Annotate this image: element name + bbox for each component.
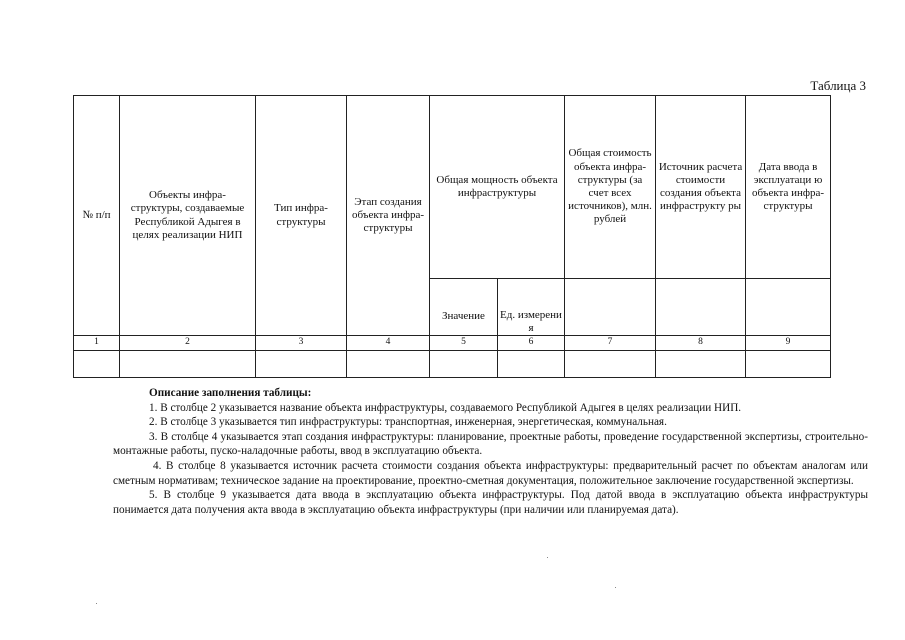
column-number: 9 bbox=[746, 336, 831, 351]
table-cell bbox=[565, 351, 656, 378]
scan-speck bbox=[96, 603, 97, 604]
description-item: 2. В столбце 3 указывается тип инфраструктуры: транспортная, инженерная, энергетическая, коммунальная. bbox=[149, 416, 667, 429]
description-block bbox=[113, 386, 868, 517]
column-number: 3 bbox=[256, 336, 347, 351]
column-number: 2 bbox=[120, 336, 256, 351]
table-cell bbox=[74, 351, 120, 378]
subheader-cell-9 bbox=[746, 279, 831, 336]
subheader-cell-8 bbox=[656, 279, 746, 336]
empty-data-row bbox=[74, 351, 831, 378]
description-item: 5. В столбце 9 указывается дата ввода в эксплуатацию объекта инфраструктуры. Под датой ввода в эксплуатацию объекта инфраструктуры понимается дата получения акта ввода в эксплуатацию объекта инфраструктуры (при наличии или планируемая дата). bbox=[113, 489, 868, 516]
subheader-cell-7 bbox=[565, 279, 656, 336]
header-capacity-value: Значение bbox=[430, 279, 498, 336]
header-capacity: Общая мощность объекта инфраструктуры bbox=[430, 96, 565, 279]
description-title: Описание заполнения таблицы: bbox=[149, 387, 312, 399]
scan-speck bbox=[615, 587, 616, 588]
header-stage: Этап создания объекта инфра- структуры bbox=[347, 96, 430, 336]
table-cell bbox=[656, 351, 746, 378]
column-number: 4 bbox=[347, 336, 430, 351]
scan-speck bbox=[547, 557, 548, 558]
column-number-row bbox=[74, 336, 831, 351]
table-cell bbox=[120, 351, 256, 378]
table-cell bbox=[746, 351, 831, 378]
table-cell bbox=[498, 351, 565, 378]
header-date: Дата ввода в эксплуатаци ю объекта инфра- структуры bbox=[746, 96, 831, 279]
column-number: 6 bbox=[498, 336, 565, 351]
header-num: № п/п bbox=[74, 96, 120, 336]
column-number: 8 bbox=[656, 336, 746, 351]
table-cell bbox=[430, 351, 498, 378]
description-item: 4. В столбце 8 указывается источник расчета стоимости создания объекта инфраструктуры: предварительный расчет по объектам аналогам или сметным нормативам; техническое задание на проектирование, проектно-сметная документация, положительное заключение государственной экспертизы. bbox=[113, 459, 868, 487]
description-item: 1. В столбце 2 указывается название объекта инфраструктуры, создаваемого Республикой Адыгея в целях реализации НИП. bbox=[149, 401, 742, 414]
header-row bbox=[74, 96, 831, 279]
column-number: 1 bbox=[74, 336, 120, 351]
header-source: Источник расчета стоимости создания объекта инфраструкту ры bbox=[656, 96, 746, 279]
header-capacity-unit: Ед. измерени я bbox=[498, 279, 565, 336]
column-number: 5 bbox=[430, 336, 498, 351]
table-label: Таблица 3 bbox=[810, 78, 866, 93]
header-type: Тип инфра- структуры bbox=[256, 96, 347, 336]
infrastructure-table bbox=[73, 95, 831, 378]
description-item: 3. В столбце 4 указывается этап создания инфраструктуры: планирование, проектные работы, проведение государственной экспертизы, строительно-монтажные работы, пуско-наладочные работы, ввод в эксплуатацию объекта. bbox=[113, 430, 868, 458]
table-cell bbox=[256, 351, 347, 378]
header-cost: Общая стоимость объекта инфра- структуры (за счет всех источников), млн. рублей bbox=[565, 96, 656, 279]
header-objects: Объекты инфра- структуры, создаваемые Республикой Адыгея в целях реализации НИП bbox=[120, 96, 256, 336]
table-cell bbox=[347, 351, 430, 378]
column-number: 7 bbox=[565, 336, 656, 351]
